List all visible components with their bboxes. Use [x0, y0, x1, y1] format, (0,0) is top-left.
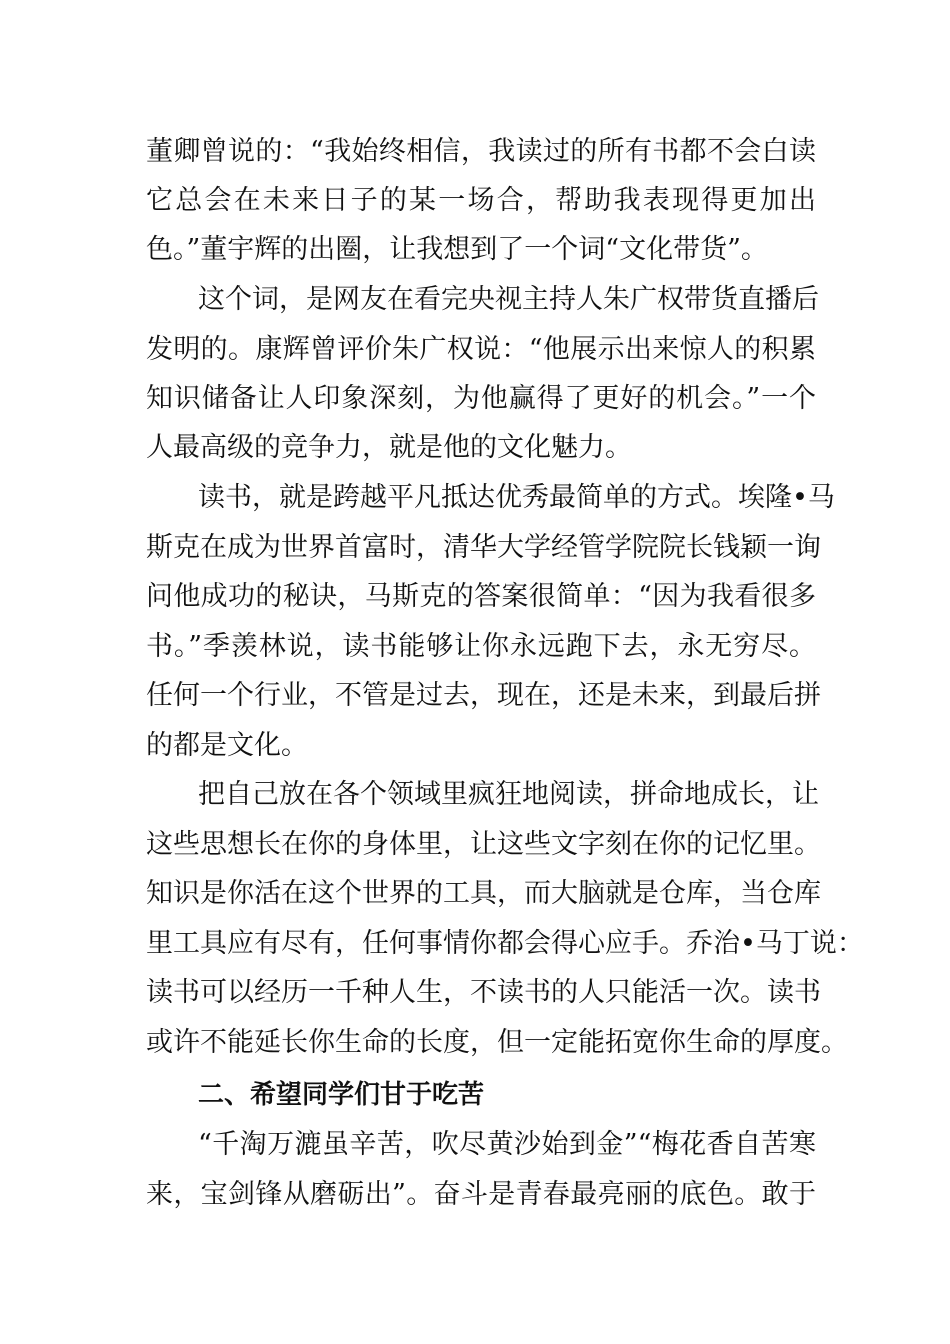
section-heading: 二、希望同学们甘于吃苦 [198, 1080, 485, 1110]
paragraph-line: 这个词，是网友在看完央视主持人朱广权带货直播后 [198, 284, 819, 315]
paragraph-line: 里工具应有尽有，任何事情你都会得心应手。乔治•马丁说： [146, 928, 864, 959]
paragraph-line: 色。”董宇辉的出圈，让我想到了一个词“文化带货”。 [146, 234, 768, 265]
paragraph-line: 把自己放在各个领域里疯狂地阅读，拼命地成长，让 [198, 779, 819, 810]
paragraph-line: 知识是你活在这个世界的工具，而大脑就是仓库，当仓库 [146, 878, 821, 909]
paragraph-line: 书。”季羡林说，读书能够让你永远跑下去，永无穷尽。 [146, 631, 816, 662]
paragraph-line: 读书，就是跨越平凡抵达优秀最简单的方式。埃隆•马 [198, 482, 835, 513]
paragraph-line: “千淘万漉虽辛苦，吹尽黄沙始到金”“梅花香自苦寒 [198, 1129, 816, 1160]
paragraph-line: 知识储备让人印象深刻，为他赢得了更好的机会。”一个 [146, 383, 816, 414]
paragraph-line: 发明的。康辉曾评价朱广权说：“他展示出来惊人的积累 [146, 334, 816, 365]
paragraph-line: 这些思想长在你的身体里，让这些文字刻在你的记忆里。 [146, 829, 821, 860]
paragraph-line: 斯克在成为世界首富时，清华大学经管学院院长钱颖一询 [146, 532, 821, 563]
paragraph-line: 或许不能延长你生命的长度，但一定能拓宽你生命的厚度。 [146, 1027, 848, 1058]
paragraph-line: 来，宝剑锋从磨砺出”。奋斗是青春最亮丽的底色。敢于 [146, 1179, 816, 1210]
paragraph-line: 人最高级的竞争力，就是他的文化魅力。 [146, 432, 632, 463]
paragraph-line: 董卿曾说的：“我始终相信，我读过的所有书都不会白读 [146, 136, 816, 167]
paragraph-line: 问他成功的秘诀，马斯克的答案很简单：“因为我看很多 [146, 581, 816, 612]
paragraph-line: 任何一个行业，不管是过去，现在，还是未来，到最后拼 [146, 680, 821, 711]
paragraph-line: 的都是文化。 [146, 730, 308, 761]
paragraph-line: 它总会在未来日子的某一场合，帮助我表现得更加出 [146, 185, 816, 216]
paragraph-line: 读书可以经历一千种人生，不读书的人只能活一次。读书 [146, 977, 821, 1008]
